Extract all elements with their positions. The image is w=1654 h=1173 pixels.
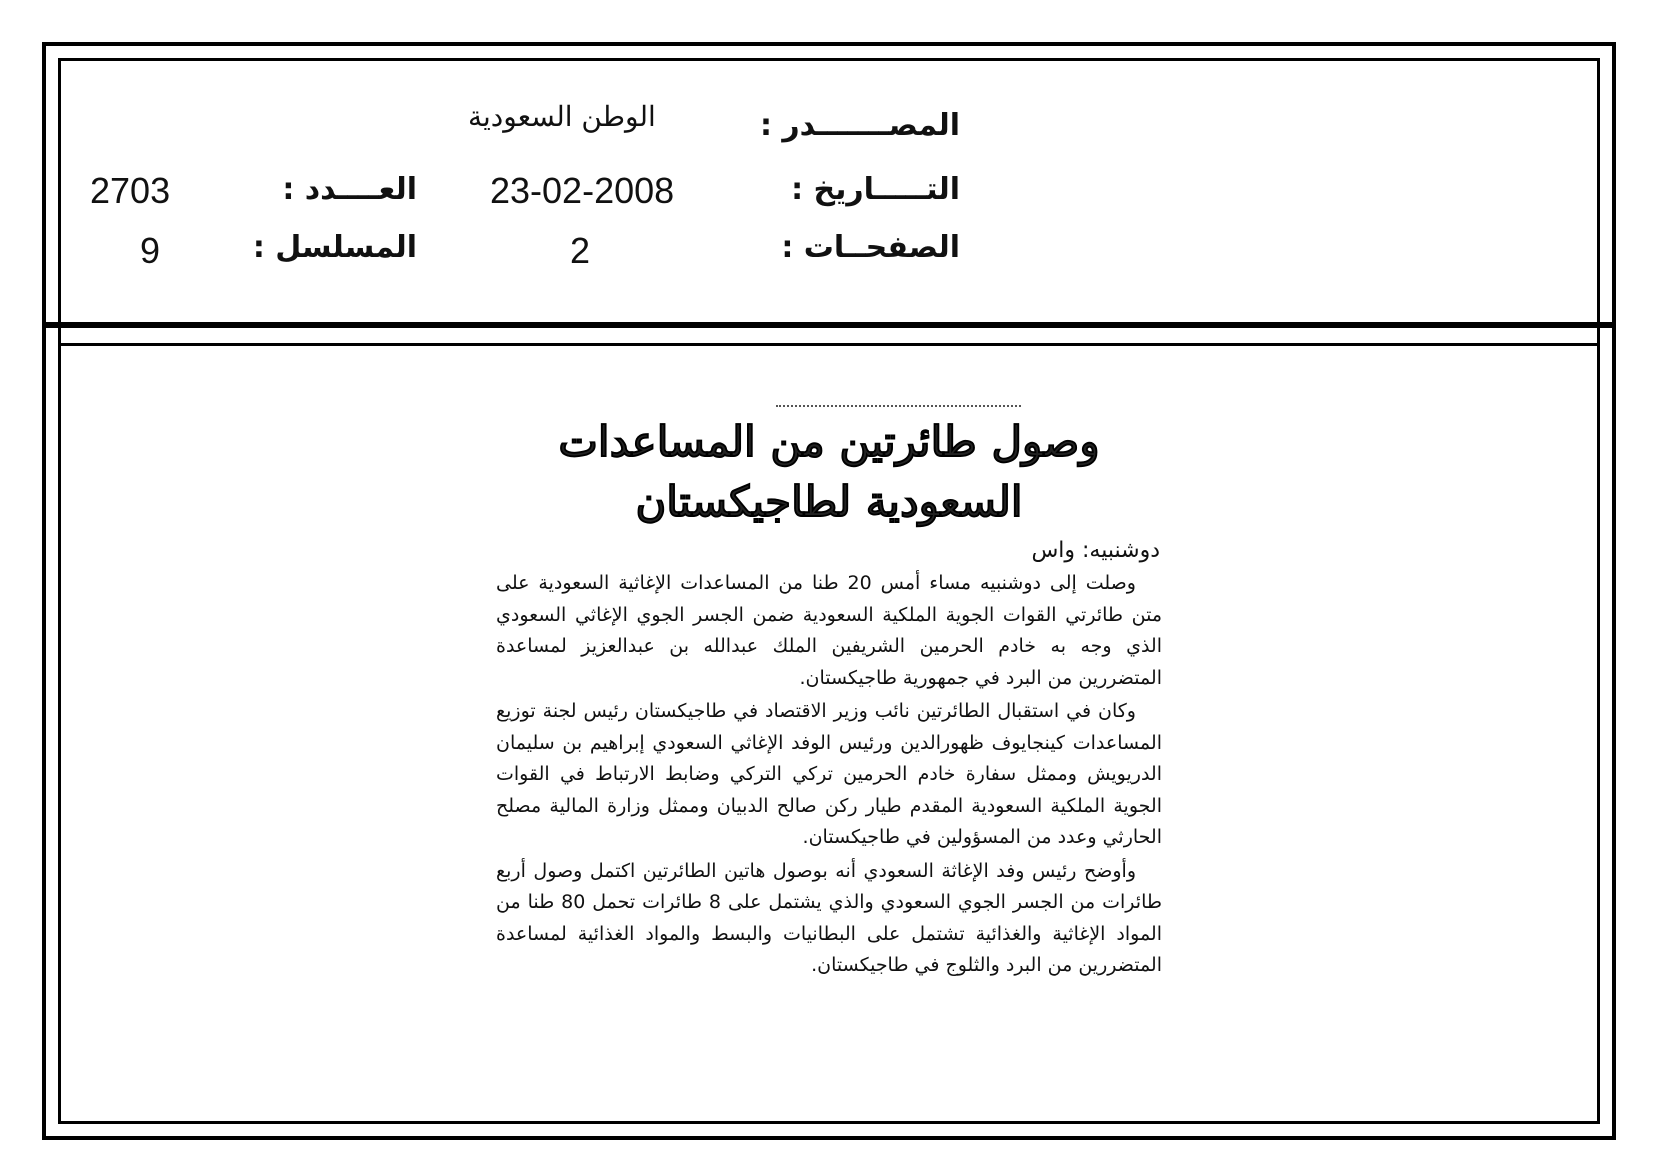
source-label: المصـــــــدر : [759,108,960,143]
pages-value: 2 [570,230,591,271]
article-paragraph: وكان في استقبال الطائرتين نائب وزير الاقتصاد في طاجيكستان رئيس لجنة توزيع المساعدات كينجايوف ظهورالدين ورئيس الوفد الإغاثي السعودي إبراهيم بن سليمان الدريويش وممثل سفارة خادم الحرمين تركي التركي وضابط الارتباط في القوات الجوية الملكية السعودية المقدم طيار ركن صالح الدبيان وممثل وزارة المالية مصلح الحارثي وعدد من المسؤولين في طاجيكستان. [496,700,1162,848]
issue-value: 2703 [90,170,171,211]
date-label: التـــــاريخ : [791,172,960,207]
date-value: 23-02-2008 [490,170,675,211]
source-value: الوطن السعودية [468,100,656,133]
issue-label: العــــدد : [282,172,417,207]
serial-label: المسلسل : [252,230,417,265]
article-paragraph: وأوضح رئيس وفد الإغاثة السعودي أنه بوصول هاتين الطائرتين اكتمل وصول أربع طائرات من الجسر الجوي السعودي والذي يشتمل على 8 طائرات تحمل 80 طنا من المواد الإغاثية والغذائية تشتمل على البطانيات والبسط والمواد الغذائية لمساعدة المتضررين من البرد والثلوج في طاجيكستان. [496,859,1162,976]
serial-value: 9 [140,230,161,271]
header-divider-thick [46,322,1612,328]
header-divider-thin [58,343,1600,346]
article-headline: وصول طائرتين من المساعدات السعودية لطاجيكستان [558,417,1100,526]
pages-label: الصفحــات : [781,230,960,265]
article-paragraph: وصلت إلى دوشنبيه مساء أمس 20 طنا من المساعدات الإغاثية السعودية على متن طائرتي القوات الجوية الملكية السعودية ضمن الجسر الجوي الإغاثي السعودي الذي وجه به خادم الحرمين الشريفين الملك عبدالله بن عبدالعزيز لمساعدة المتضررين من البرد في جمهورية طاجيكستان. [496,572,1162,689]
article-byline: دوشنبيه: واس [1031,538,1160,563]
article-clipping [496,398,1162,982]
